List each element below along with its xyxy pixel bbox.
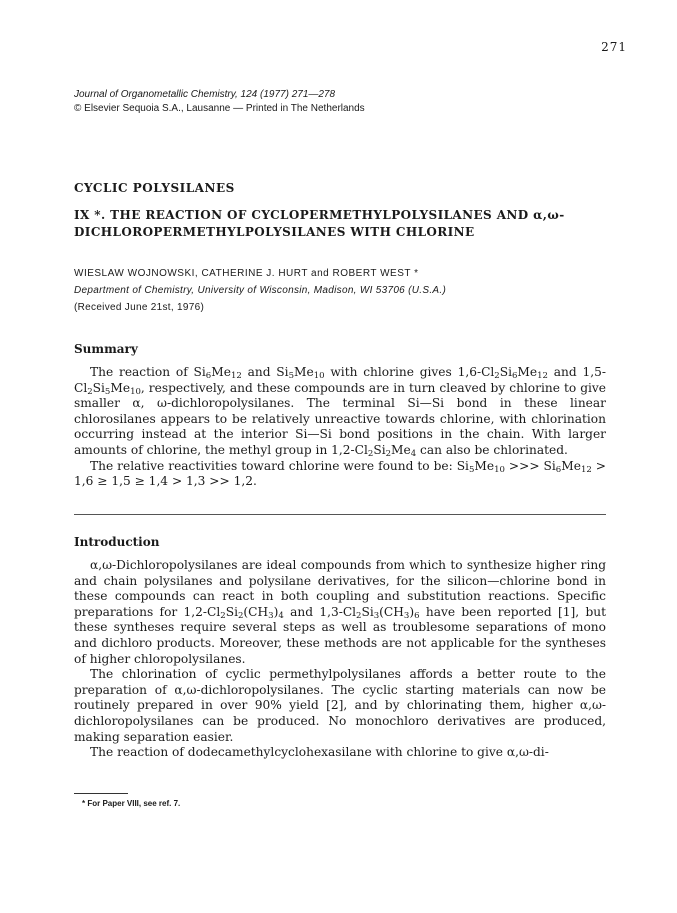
intro-paragraph-1: α,ω-Dichloropolysilanes are ideal compounds from which to synthesize higher ring and chain polysilanes and polysilane derivatives, for the silicon—chlorine bond in these compounds can react in both coupling and substitution reactions. Specific preparations for $1,2-Cl_2Si_2(CH_3)_4$ and $1,3-Cl_2Si_3(CH_3)_6$ have been reported [1], but these syntheses require several steps as well as troublesome separations of mono and dichloro products. Moreover, these methods are not applicable for the syntheses of higher chloropolysilanes.	[74, 558, 607, 666]
footnote-rule	[74, 793, 128, 794]
introduction-body	[74, 558, 606, 761]
summary-body	[74, 365, 606, 490]
summary-paragraph-2: The relative reactivities toward chlorine were found to be: $Si_5Me_{10}$ >>> $Si_6Me_{12} > 1,6 \ge 1,5 \ge 1,4 > 1,3 >> 1,2$.	[74, 458, 606, 489]
series-title: CYCLIC POLYSILANES	[74, 181, 235, 195]
introduction-heading: Introduction	[74, 535, 160, 549]
section-divider	[74, 514, 606, 515]
intro-paragraph-3: The reaction of dodecamethylcyclohexasilane with chlorine to give α,ω-di-	[90, 745, 549, 760]
footnote: * For Paper VIII, see ref. 7.	[82, 799, 181, 808]
page-number: 271	[601, 40, 627, 54]
received-date: (Received June 21st, 1976)	[74, 302, 205, 313]
affiliation: Department of Chemistry, University of Wisconsin, Madison, WI 53706 (U.S.A.)	[74, 285, 447, 296]
copyright-line: © Elsevier Sequoia S.A., Lausanne — Printed in The Netherlands	[74, 103, 365, 114]
journal-citation: Journal of Organometallic Chemistry, 124 (1977) 271—278	[74, 89, 336, 100]
intro-paragraph-2: The chlorination of cyclic permethylpolysilanes affords a better route to the preparation of α,ω-dichloropolysilanes. The cyclic starting materials can now be routinely prepared in over 90% yield [2], and by chlorinating them, higher α,ω-dichloropolysilanes can be produced. No monochloro derivatives are produced, making separation easier.	[74, 667, 606, 744]
summary-paragraph-1: The reaction of $Si_6Me_{12}$ and $Si_5Me_{10}$ with chlorine gives $1,6-Cl_2Si_6Me_{12}$ and $1,5-Cl_2Si_5Me_{10}$, respectively, and these compounds are in turn cleaved by chlorine to give smaller α, ω-dichloropolysilanes. The terminal Si—Si bond in these linear chlorosilanes appears to be relatively unreactive towards chlorine, with chlorination occurring instead at the interior Si—Si bond positions in the chain. With larger amounts of chlorine, the methyl group in $1,2-Cl_2Si_2Me_4$ can also be chlorinated.	[74, 365, 606, 460]
journal-header	[74, 88, 365, 116]
authors: WIESLAW WOJNOWSKI, CATHERINE J. HURT and ROBERT WEST *	[74, 268, 419, 279]
summary-heading: Summary	[74, 342, 138, 356]
article-title: IX *. THE REACTION OF CYCLOPERMETHYLPOLYSILANES AND α,ω-DICHLOROPERMETHYLPOLYSILANES WITH CHLORINE	[74, 208, 565, 239]
